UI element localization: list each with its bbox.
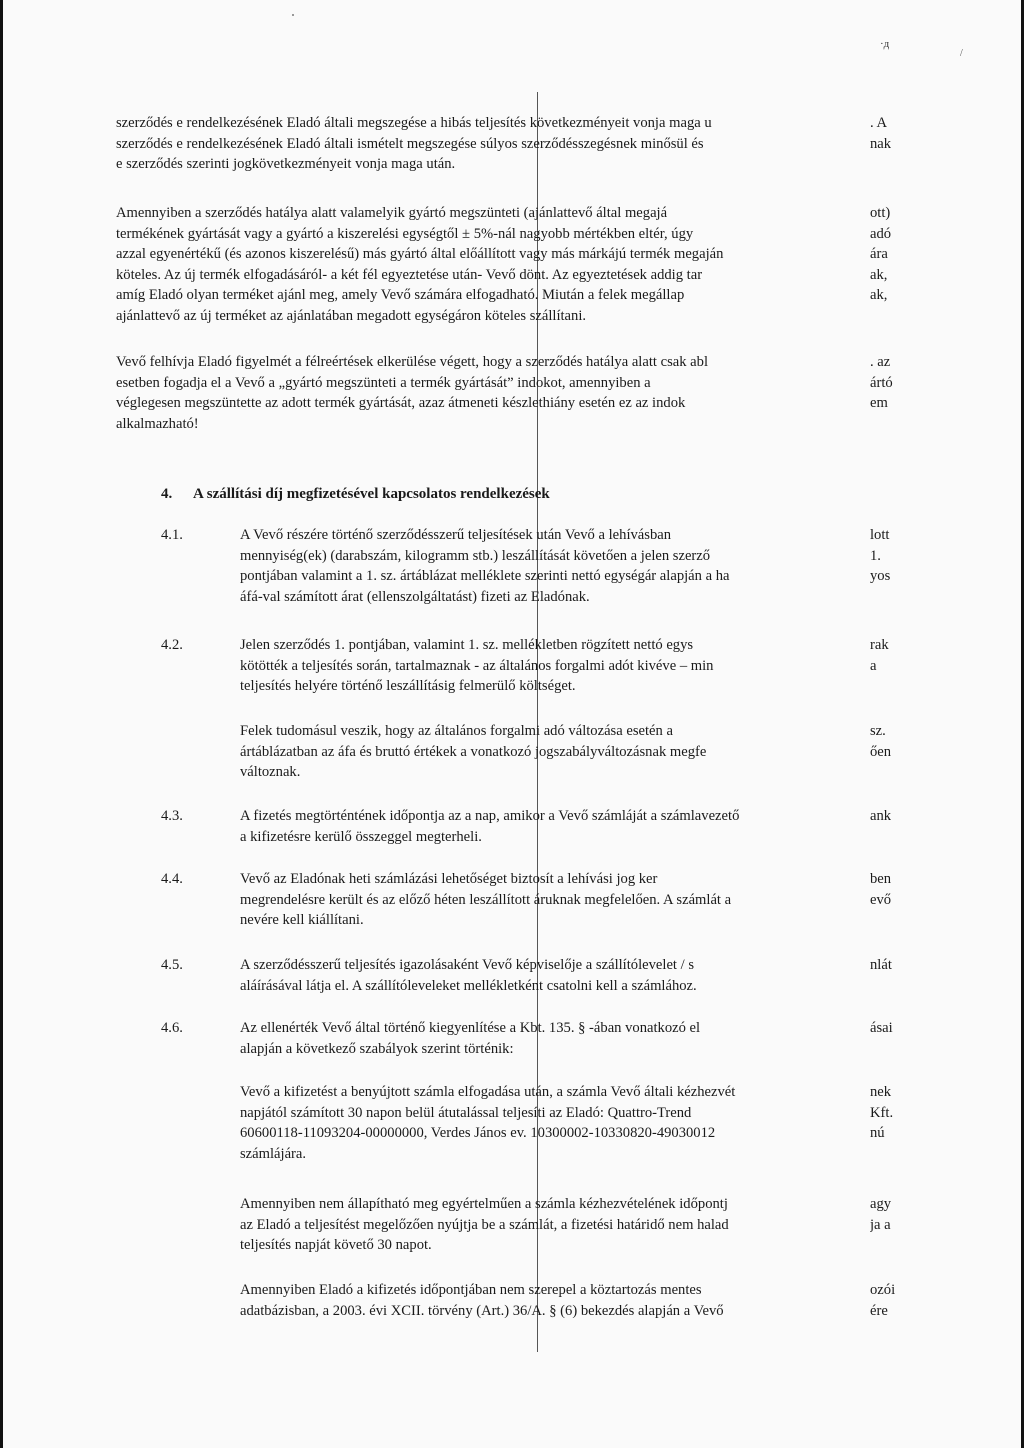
text-line: szerződés e rendelkezésének Eladó általi megszegése a hibás teljesítés következményeit vonja maga u (116, 115, 712, 131)
clause-4-2-right (870, 635, 889, 676)
text-fragment: 1. (870, 547, 881, 564)
text-fragment: lott (870, 527, 890, 543)
text-line: aláírásával látja el. A szállítóleveleket mellékletként csatolni kell a számlához. (240, 977, 697, 994)
text-fragment: sz. (870, 723, 886, 739)
text-line: Felek tudomásul veszik, hogy az általános forgalmi adó változása esetén a (240, 723, 673, 739)
corner-mark-2: / (960, 48, 963, 59)
text-line: alapján a következő szabályok szerint történik: (240, 1040, 514, 1057)
clause-4-6-paragraph-2 (240, 1082, 838, 1164)
text-line: ártáblázatban az áfa és bruttó értékek a vonatkozó jogszabályváltozásnak megfe (240, 743, 707, 760)
section-number: 4. (161, 486, 173, 502)
text-line: szerződés e rendelkezésének Eladó általi ismételt megszegése súlyos szerződésszegésnek minősül és (116, 135, 704, 152)
clause-4-6-paragraph-3 (240, 1194, 838, 1256)
text-fragment: ak, (870, 266, 888, 283)
clause-4-6-right (870, 1018, 893, 1039)
clause-4-5-right (870, 955, 892, 976)
text-line: Az ellenérték Vevő által történő kiegyenlítése a Kbt. 135. § -ában vonatkozó el (240, 1020, 701, 1036)
clause-4-6-paragraph-4 (240, 1280, 838, 1321)
text-line: esetben fogadja el a Vevő a „gyártó megszünteti a termék gyártását” indokot, amennyiben a (116, 374, 651, 391)
text-fragment: evő (870, 891, 892, 908)
clause-number: 4.1. (161, 527, 183, 543)
text-line: amíg Eladó olyan terméket ajánl meg, amely Vevő számára elfogadható. Miután a felek megállap (116, 287, 685, 303)
text-line: Amennyiben a szerződés hatálya alatt valamelyik gyártó megszünteti (ajánlattevő által megajá (116, 205, 668, 221)
paragraph-2-right (870, 203, 891, 306)
clause-4-6-paragraph-3-right (870, 1194, 891, 1235)
text-line: termékének gyártását vagy a gyártó a kiszerelési egységtől ± 5%-nál nagyobb mértékben eltér, úgy (116, 225, 694, 242)
scan-edge-left (0, 0, 3, 1448)
text-line: azzal egyenértékű (és azonos kiszerelésű) más gyártó által előállított vagy más márkájú termék megaján (116, 246, 724, 262)
text-fragment: ja a (870, 1216, 891, 1233)
text-fragment: yos (870, 568, 891, 584)
text-fragment: ára (870, 246, 888, 262)
clause-number: 4.3. (161, 808, 183, 824)
text-line: mennyiség(ek) (darabszám, kilogramm stb.) leszállítását követően a jelen szerző (240, 547, 711, 564)
clause-number: 4.5. (161, 957, 183, 973)
text-fragment: nak (870, 135, 892, 152)
clause-4-2-paragraph-2 (240, 721, 838, 783)
text-fragment: ére (870, 1302, 888, 1319)
text-fragment: nlát (870, 957, 892, 973)
paragraph-3 (116, 352, 838, 434)
clause-4-6 (240, 1018, 838, 1059)
text-fragment: nek (870, 1084, 892, 1100)
text-fragment: rak (870, 637, 889, 653)
text-fragment: ott) (870, 205, 891, 221)
clause-4-4 (240, 869, 838, 931)
text-line: e szerződés szerinti jogkövetkezményeit vonja maga után. (116, 156, 456, 172)
text-line: 60600118-11093204-00000000, Verdes János ev. 10300002-10330820-49030012 (240, 1125, 716, 1141)
text-line: A szerződésszerű teljesítés igazolásaként Vevő képviselője a szállítólevelet / s (240, 957, 695, 973)
text-fragment: ártó (870, 374, 893, 391)
clause-number: 4.2. (161, 637, 183, 653)
text-line: alkalmazható! (116, 415, 199, 432)
text-line: a kifizetésre kerülő összeggel megterheli. (240, 828, 482, 845)
clause-number: 4.4. (161, 871, 183, 887)
text-line: Jelen szerződés 1. pontjában, valamint 1. sz. mellékletben rögzített nettó egys (240, 637, 694, 653)
text-line: kötötték a teljesítés során, tartalmaznak - az általános forgalmi adót kivéve – min (240, 657, 714, 674)
paragraph-1-right (870, 113, 891, 154)
text-line: pontjában valamint a 1. sz. ártáblázat melléklete szerinti nettó egységár alapján a ha (240, 568, 730, 584)
text-line: Vevő az Eladónak heti számlázási lehetőséget biztosít a lehívási jog ker (240, 871, 658, 887)
text-line: nevére kell kiállítani. (240, 912, 364, 928)
paragraph-3-right (870, 352, 893, 414)
clause-4-6-paragraph-4-right (870, 1280, 895, 1321)
text-line: áfá-val számított árat (ellenszolgáltatást) fizeti az Eladónak. (240, 588, 590, 605)
text-line: Amennyiben nem állapítható meg egyértelműen a számla kézhezvételének időpontj (240, 1196, 728, 1212)
text-fragment: . az (870, 354, 891, 370)
section-heading (161, 484, 550, 505)
text-fragment: agy (870, 1196, 892, 1212)
text-line: számlájára. (240, 1145, 307, 1162)
text-fragment: ásai (870, 1020, 893, 1036)
text-fragment: . A (870, 115, 888, 131)
text-fragment: Kft. (870, 1104, 894, 1121)
clause-4-6-paragraph-2-right (870, 1082, 893, 1144)
text-line: az Eladó a teljesítést megelőzően nyújtja be a számlát, a fizetési határidő nem halad (240, 1216, 729, 1233)
clause-4-2 (240, 635, 838, 697)
text-line: köteles. Az új termék elfogadásáról- a két fél egyeztetése után- Vevő dönt. Az egyeztetések addig tar (116, 266, 703, 283)
clause-number: 4.6. (161, 1020, 183, 1036)
section-title: A szállítási díj megfizetésével kapcsolatos rendelkezések (193, 486, 550, 502)
clause-4-3-right (870, 806, 891, 827)
text-line: teljesítés helyére történő leszállításig felmerülő költséget. (240, 678, 576, 694)
text-fragment: ank (870, 808, 892, 824)
clause-4-3 (240, 806, 838, 847)
text-fragment: em (870, 395, 888, 411)
text-line: napjától számított 30 napon belül átutalással teljesíti az Eladó: Quattro-Trend (240, 1104, 692, 1121)
text-fragment: adó (870, 225, 892, 242)
text-fragment: nú (870, 1125, 885, 1141)
scan-speck (292, 14, 294, 16)
text-fragment: ozói (870, 1282, 896, 1298)
paragraph-1 (116, 113, 838, 175)
text-line: Vevő felhívja Eladó figyelmét a félreértések elkerülése végett, hogy a szerződés hatálya alatt csak abl (116, 354, 708, 370)
clause-4-2-paragraph-2-right (870, 721, 891, 762)
clause-4-5 (240, 955, 838, 996)
text-fragment: ően (870, 743, 892, 760)
text-fragment: ben (870, 871, 892, 887)
clause-4-1 (240, 525, 838, 607)
corner-mark: ·д (880, 38, 890, 50)
text-fragment: a (870, 657, 877, 674)
clause-4-1-right (870, 525, 890, 587)
clause-4-4-right (870, 869, 891, 910)
text-line: A fizetés megtörténtének időpontja az a nap, amikor a Vevő számláját a számlavezető (240, 808, 740, 824)
text-line: Amennyiben Eladó a kifizetés időpontjában nem szerepel a köztartozás mentes (240, 1282, 702, 1298)
text-line: Vevő a kifizetést a benyújtott számla elfogadása után, a számla Vevő általi kézhezvét (240, 1084, 736, 1100)
text-line: A Vevő részére történő szerződésszerű teljesítések után Vevő a lehívásban (240, 527, 672, 543)
text-line: megrendelésre került és az előző héten leszállított áruknak megfelelően. A számlát a (240, 891, 732, 908)
text-line: adatbázisban, a 2003. évi XCII. törvény (Art.) 36/A. § (6) bekezdés alapján a Vevő (240, 1302, 724, 1319)
text-line: teljesítés napját követő 30 napot. (240, 1237, 432, 1253)
text-fragment: ak, (870, 287, 888, 303)
paragraph-2 (116, 203, 838, 326)
text-line: ajánlattevő az új terméket az ajánlatában megadott egységáron köteles szállítani. (116, 307, 587, 324)
text-line: változnak. (240, 764, 301, 780)
text-line: véglegesen megszüntette az adott termék gyártását, azaz átmeneti készlethiány esetén ez az indok (116, 395, 686, 411)
